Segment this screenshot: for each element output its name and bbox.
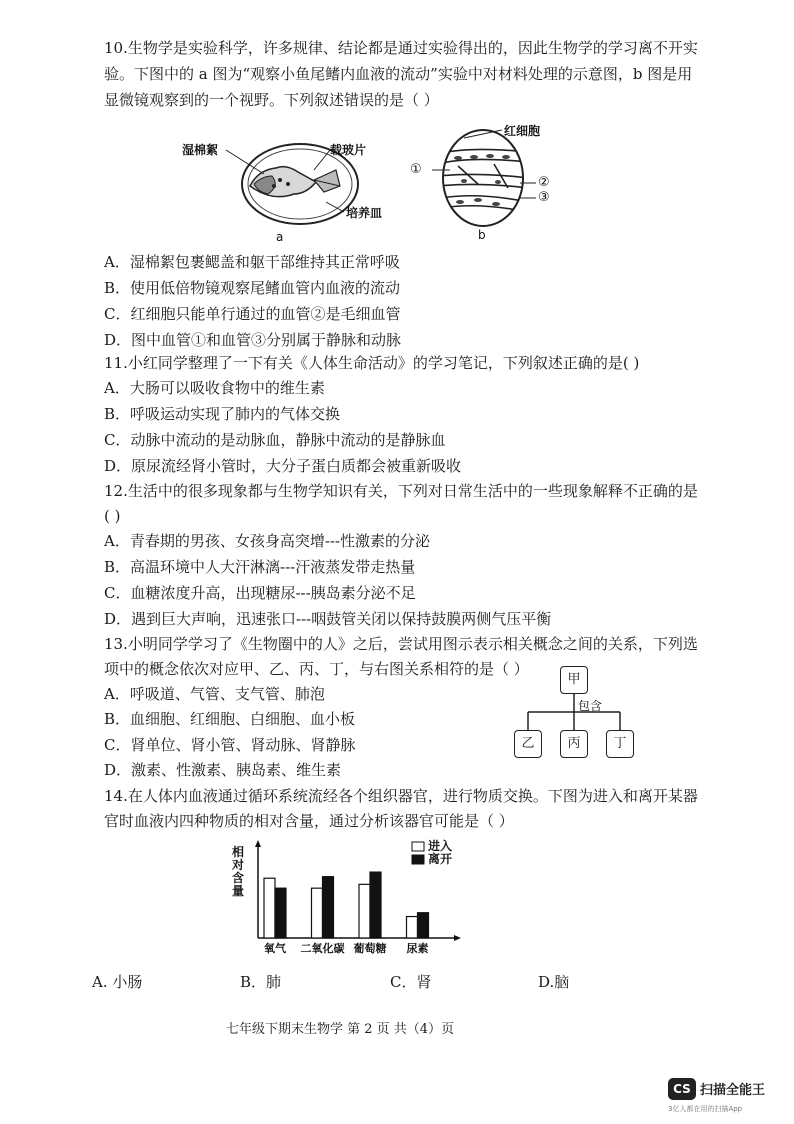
q14-stem-line2: 官时血液内四种物质的相对含量，通过分析该器官可能是（ ）	[104, 812, 514, 830]
q12-option-b: B．高温环境中人大汗淋漓---汗液蒸发带走热量	[104, 558, 416, 576]
figure-b-caption: b	[478, 228, 486, 242]
q13-stem-line2: 项中的概念依次对应甲、乙、丙、丁，与右图关系相符的是（ ）	[104, 660, 529, 678]
legend-label-进入: 进入	[428, 839, 453, 853]
q12-option-a: A．青春期的男孩、女孩身高突增---性激素的分泌	[104, 532, 431, 550]
q10-stem-line2: 验。下图中的 a 图为“观察小鱼尾鳍内血液的流动”实验中对材料处理的示意图，b 图是用	[104, 65, 693, 83]
x-tick-label: 葡萄糖	[353, 942, 387, 955]
q13-option-b: B．血细胞、红细胞、白细胞、血小板	[104, 710, 356, 728]
label-vessel-1: ①	[410, 162, 422, 177]
label-wet-cotton: 湿棉絮	[182, 143, 219, 157]
q14-option-a: A. 小肠	[92, 973, 143, 991]
label-vessel-2: ②	[538, 175, 550, 190]
q10-option-b: B．使用低倍物镜观察尾鳍血管内血液的流动	[104, 279, 401, 297]
label-vessel-3: ③	[538, 190, 550, 205]
concept-box-bing: 丙	[560, 730, 588, 758]
q12-option-c: C．血糖浓度升高，出现糖尿---胰岛素分泌不足	[104, 584, 416, 602]
x-axis-arrow	[454, 935, 461, 941]
q10-option-d: D．图中血管①和血管③分别属于静脉和动脉	[104, 331, 402, 349]
figure-a-caption: a	[276, 230, 284, 244]
concept-box-ding: 丁	[606, 730, 634, 758]
camscanner-watermark	[668, 1078, 780, 1114]
legend-swatch-离开	[412, 855, 424, 864]
concept-relation-label: 包含	[578, 699, 603, 713]
bar-进入-尿素	[407, 917, 418, 938]
page-footer: 七年级下期末生物学 第 2 页 共（4）页	[226, 1022, 455, 1037]
q12-stem-line1: 12.生活中的很多现象都与生物学知识有关，下列对日常生活中的一些现象解释不正确的是	[104, 482, 698, 500]
q10-option-c: C．红细胞只能单行通过的血管②是毛细血管	[104, 305, 401, 323]
q11-option-d: D．原尿流经肾小管时，大分子蛋白质都会被重新吸收	[104, 457, 462, 475]
y-axis-label: 相	[231, 845, 245, 859]
q13-stem-line1: 13.小明同学学习了《生物圈中的人》之后，尝试用图示表示相关概念之间的关系，下列选	[104, 635, 698, 653]
label-petri-dish: 培养皿	[346, 206, 383, 220]
bar-离开-尿素	[418, 913, 429, 938]
q10-stem-line1: 10.生物学是实验科学，许多规律、结论都是通过实验得出的，因此生物学的学习离不开实	[104, 39, 698, 57]
q12-stem-line2: ( )	[104, 507, 121, 525]
bar-进入-葡萄糖	[359, 884, 370, 938]
q10-option-a: A．湿棉絮包裹鳃盖和躯干部维持其正常呼吸	[104, 253, 400, 271]
y-axis-label: 含	[231, 871, 245, 885]
legend-label-离开: 离开	[428, 852, 453, 866]
q14-option-d: D.脑	[538, 973, 570, 991]
q11-option-a: A．大肠可以吸收食物中的维生素	[104, 379, 325, 397]
q13-option-a: A．呼吸道、气管、支气管、肺泡	[104, 685, 325, 703]
y-axis-arrow	[255, 840, 261, 847]
q10-stem-line3: 显微镜观察到的一个视野。下列叙述错误的是（ ）	[104, 91, 439, 109]
legend-swatch-进入	[412, 842, 424, 851]
camscanner-name: 扫描全能王	[700, 1083, 766, 1098]
q13-option-c: C．肾单位、肾小管、肾动脉、肾静脉	[104, 736, 356, 754]
concept-box-jia: 甲	[560, 666, 588, 694]
q14-option-c: C．肾	[390, 973, 432, 991]
bar-进入-氧气	[264, 878, 275, 938]
y-axis-label: 量	[231, 884, 245, 898]
label-red-blood-cell: 红细胞	[504, 124, 541, 138]
figure-a-leader-lines	[200, 140, 360, 220]
q11-option-c: C．动脉中流动的是动脉血，静脉中流动的是静脉血	[104, 431, 446, 449]
q14-stem-line1: 14.在人体内血液通过循环系统流经各个组织器官，进行物质交换。下图为进入和离开某器	[104, 787, 698, 805]
q11-stem: 11.小红同学整理了一下有关《人体生命活动》的学习笔记，下列叙述正确的是( )	[104, 354, 640, 372]
q14-bar-chart	[222, 838, 482, 958]
q13-option-d: D．激素、性激素、胰岛素、维生素	[104, 761, 342, 779]
q14-option-b: B．肺	[240, 973, 282, 991]
bar-离开-葡萄糖	[370, 872, 381, 938]
bar-离开-氧气	[275, 888, 286, 938]
camscanner-logo-icon: CS	[668, 1078, 696, 1100]
label-glass-slide: 载玻片	[330, 143, 367, 157]
bar-离开-二氧化碳	[323, 877, 334, 938]
q11-option-b: B．呼吸运动实现了肺内的气体交换	[104, 405, 341, 423]
x-tick-label: 二氧化碳	[300, 942, 345, 955]
y-axis-label: 对	[231, 858, 245, 872]
concept-box-yi: 乙	[514, 730, 542, 758]
q12-option-d: D．遇到巨大声响，迅速张口---咽鼓管关闭以保持鼓膜两侧气压平衡	[104, 610, 552, 628]
x-tick-label: 氧气	[264, 942, 286, 955]
x-tick-label: 尿素	[406, 942, 429, 955]
bar-进入-二氧化碳	[312, 888, 323, 938]
camscanner-tagline: 3亿人都在用的扫描App	[668, 1105, 743, 1113]
